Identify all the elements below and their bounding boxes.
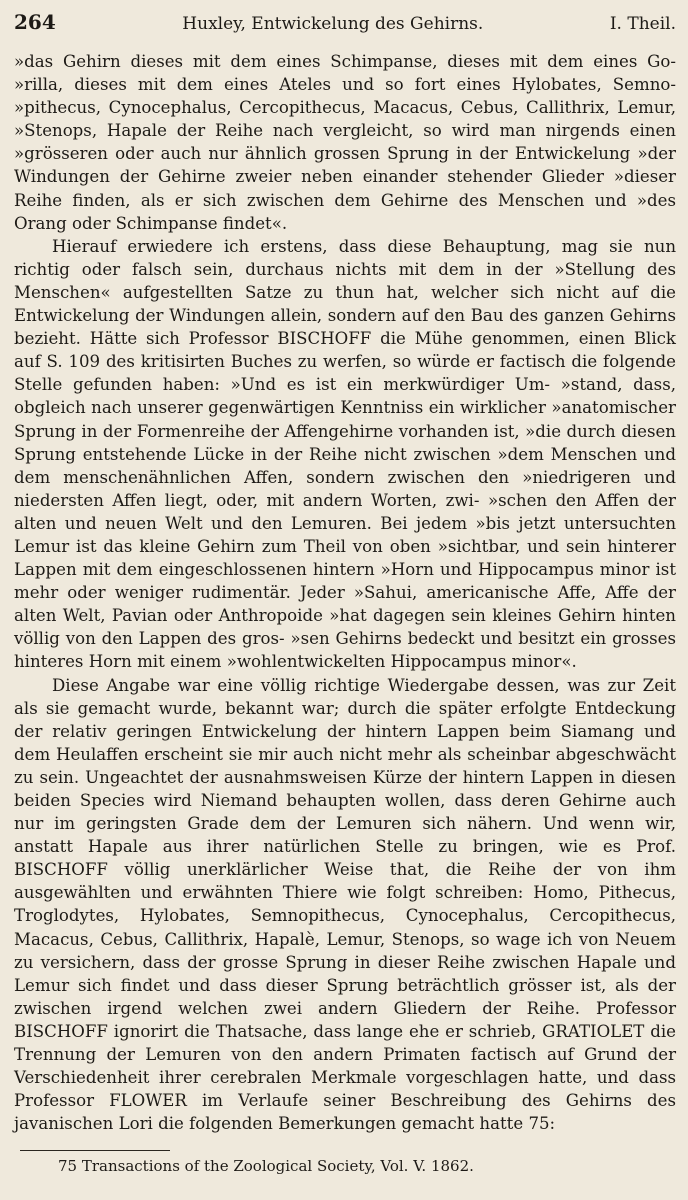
- page-header: [14, 10, 676, 50]
- running-title: Huxley, Entwickelung des Gehirns.: [182, 14, 484, 34]
- paragraph-discussion: Diese Angabe war eine völlig richtige Wiedergabe dessen, was zur Zeit als sie gemacht wurde, bekannt war; durch die später erfolgte Entdeckung der relativ geringen Entwickelung der hintern Lappen beim Siamang und dem Heulaffen erscheint sie mir auch nicht mehr als scheinbar abgeschwächt zu sein. Ungeachtet der ausnahmsweisen Kürze der hintern Lappen in diesen beiden Species wird Niemand behaupten wollen, dass deren Gehirne auch nur im geringsten Grade dem der Lemuren sich nähern. Und wenn wir, anstatt Hapale aus ihrer natürlichen Stelle zu bringen, wie es Prof. BISCHOFF völlig unerklärlicher Weise that, die Reihe der von ihm ausgewählten und erwähnten Thiere wie folgt schreiben: Homo, Pithecus, Troglodytes, Hylobates, Semnopithecus, Cynocephalus, Cercopithecus, Macacus, Cebus, Callithrix, Hapalè, Lemur, Stenops, so wage ich von Neuem zu versichern, dass der grosse Sprung in dieser Reihe zwischen Hapale und Lemur sich findet und dass dieser Sprung beträchtlich grösser ist, als der zwischen irgend welchen zwei andern Gliedern der Reihe. Professor BISCHOFF ignorirt die Thatsache, dass lange ehe er schrieb, GRATIOLET die Trennung der Lemuren von den andern Primaten factisch auf Grund der Verschiedenheit ihrer cerebralen Merkmale vorgeschlagen hatte, und dass Professor FLOWER im Verlaufe seiner Beschreibung des Gehirns des javanischen Lori die folgenden Bemerkungen gemacht hatte 75:: [14, 675, 676, 1134]
- footnote-area: [14, 1150, 676, 1175]
- paragraph-reply: Hierauf erwiedere ich erstens, dass diese Behauptung, mag sie nun richtig oder falsch sein, durchaus nichts mit dem in der »Stellung des Menschen« aufgestellten Satze zu thun hat, welcher sich nicht auf die Entwickelung der Windungen allein, sondern auf den Bau des ganzen Gehirns bezieht. Hätte sich Professor BISCHOFF die Mühe genommen, einen Blick auf S. 109 des kritisirten Buches zu werfen, so würde er factisch die folgende Stelle gefunden haben: »Und es ist ein merkwürdiger Um- »stand, dass, obgleich nach unserer gegenwärtigen Kenntniss ein wirklicher »anatomischer Sprung in der Formenreihe der Affengehirne vorhanden ist, »die durch diesen Sprung entstehende Lücke in der Reihe nicht zwischen »dem Menschen und dem menschenähnlichen Affen, sondern zwischen den »niedrigeren und niedersten Affen liegt, oder, mit andern Worten, zwi- »schen den Affen der alten und neuen Welt und den Lemuren. Bei jedem »bis jetzt untersuchten Lemur ist das kleine Gehirn zum Theil von oben »sichtbar, und sein hinterer Lappen mit dem eingeschlossenen hintern »Horn und Hippocampus minor ist mehr oder weniger rudimentär. Jeder »Sahui, americanische Affe, Affe der alten Welt, Pavian oder Anthropoide »hat dagegen sein kleines Gehirn hinten völlig von den Lappen des gros- »sen Gehirns bedeckt und besitzt ein grosses hinteres Horn mit einem »wohlentwickelten Hippocampus minor«.: [14, 236, 676, 672]
- footnote-rule: [20, 1150, 170, 1151]
- part-label: I. Theil.: [609, 14, 676, 34]
- paragraph-quote-continued: »das Gehirn dieses mit dem eines Schimpanse, dieses mit dem eines Go- »rilla, dieses mit dem eines Ateles und so fort eines Hylobates, Semno- »pithecus, Cynocephalus, Cercopithecus, Macacus, Cebus, Callithrix, Lemur, »Stenops, Hapale der Reihe nach vergleicht, so wird man nirgends einen »grösseren oder auch nur ähnlich grossen Sprung in der Entwickelung »der Windungen der Gehirne zweier neben einander stehender Glieder »dieser Reihe finden, als er sich zwischen dem Gehirne des Menschen und »des Orang oder Schimpanse findet«.: [14, 52, 676, 233]
- footnote-75: 75 Transactions of the Zoological Society, Vol. V. 1862.: [58, 1157, 474, 1175]
- page-number: 264: [14, 10, 56, 34]
- body-text: [14, 50, 676, 1135]
